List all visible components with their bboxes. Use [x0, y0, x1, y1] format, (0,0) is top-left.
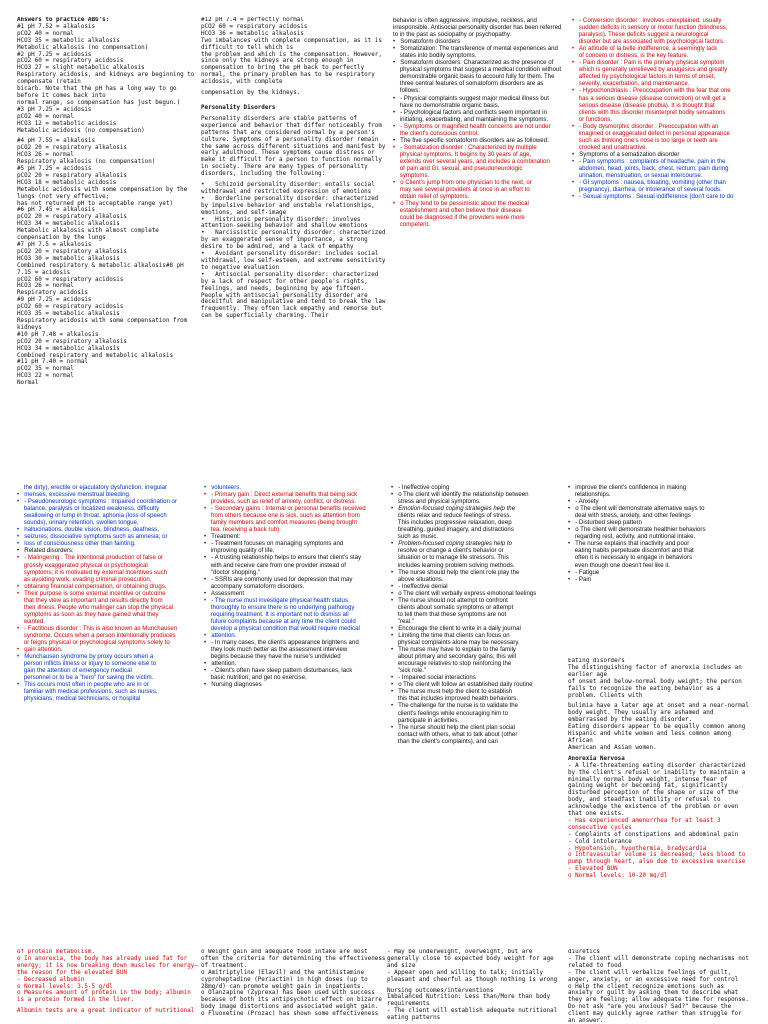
text-line: "doctor shopping." — [204, 568, 261, 576]
text-line: o Normal levels: 3.5-5 g/dl — [17, 983, 113, 990]
text-line: • o They tend to be pessimistic about the medical — [393, 200, 529, 208]
text-line: - Complaints of constipations and abdominal pain — [568, 831, 739, 838]
text-line: Respiratory acidosis with some compensation from kidneys — [17, 317, 191, 331]
text-line: • o Client's jump from one physician to the next, or — [393, 179, 532, 187]
text-line: #11 pH 7.40 = normal — [17, 359, 88, 366]
text-line: • - Factitious disorder : This is also known as Munchausen — [17, 624, 178, 632]
text-line: as avoiding work, evading criminal prosecution, — [17, 575, 152, 583]
text-line: three central features of somatoform disorders are as — [393, 80, 544, 88]
text-line: • - GI symptoms : nausea, bloating, vomiting (other than — [572, 179, 726, 187]
text-line: HCO3 18 = metabolic acidosis — [17, 179, 117, 186]
text-line: • - In many cases, the client's appearance brightens and — [204, 639, 359, 647]
text-line: pCO2 40 = normal — [17, 113, 74, 120]
text-line: obtain relief of symptoms. — [393, 193, 470, 201]
text-line: • - Sexual symptoms : Sexual indifference (don't care to do — [572, 193, 734, 201]
text-line: • Somatoform disorders: Characterized as the presence of — [393, 59, 554, 67]
text-line: Respiratory acidosis, and kidneys are beginning to compensate (retain — [17, 72, 198, 86]
text-line: • - Ineffective coping — [391, 484, 450, 491]
text-line: HCO3 35 = metabolic alkalosis — [17, 311, 120, 318]
text-line: - Elevated BUN — [568, 866, 618, 873]
text-line: • - Somatization disorder : Characterized by multiple — [393, 143, 537, 151]
text-line: - The client will establish adequate nutritional eating patterns — [387, 1008, 561, 1022]
text-line: • Munchausen syndrome by proxy occurs when a — [17, 653, 154, 661]
text-line: HCO3 30 = metabolic alkalosis — [17, 255, 120, 262]
text-line: Answers to practice ABG's: — [17, 17, 110, 23]
text-line: • - Pain — [568, 575, 592, 583]
text-line: contact with others, what to talk about (other — [391, 730, 518, 738]
text-line: physical symptoms that suggest a medical condition without — [393, 66, 562, 74]
text-line: • - Pain disorder : Pain is the primary physical symptom — [572, 59, 725, 67]
text-line: family members and comfort measures (being brought — [204, 519, 358, 527]
text-line: the problem and which is the compensation. However, since only the kidneys are strong enough in compensation to bring the pH back to perfectly normal, the primary problem has to be respiratory acidosis, with complete — [201, 51, 386, 86]
text-line: have no demonstrable organic basis. — [393, 101, 500, 109]
text-line: the client's conscious control. — [393, 129, 479, 137]
text-line: resolve or change a client's behavior or — [391, 547, 504, 555]
text-line: • The nurse should help the client role play the — [391, 568, 520, 576]
text-line: pCO2 20 = respiratory alkalosis — [17, 172, 127, 179]
text-line: "sick role." — [391, 667, 427, 675]
text-line: physical symptoms. It begins by 30 years of age, — [393, 150, 532, 158]
nursing-diagnoses-column — [391, 484, 565, 884]
text-line: o Olanzapine (Zyprexa) has been used with success because of both its antipsychotic effect on bizarre body image distortions and associated weight gain. — [201, 990, 386, 1011]
text-line: pCO2 20 = respiratory alkalosis — [17, 338, 127, 345]
text-line: • improve the client's confidence in making — [568, 484, 687, 491]
text-line: • - Fatigue — [568, 568, 600, 576]
text-line: - Hypotension, hypothermia, bradycardia — [568, 845, 707, 852]
text-line: gain the attention of emergency medical — [17, 667, 132, 675]
text-line: extends over several years, and includes a combination — [393, 157, 550, 165]
text-line: competent. — [393, 221, 430, 229]
text-line: • Somatoform disorders — [393, 38, 461, 46]
abg-answers-column — [17, 17, 200, 417]
text-line: their illness. People who malinger can stop the physical — [17, 603, 174, 611]
text-line: basic nutrition, and get no exercise. — [204, 674, 307, 682]
text-line: symptoms. — [393, 172, 430, 180]
text-line: • obtaining financial compensation, or obtaining drugs. — [17, 582, 167, 590]
text-line: • The nurse explains that inactivity and poor — [568, 540, 690, 548]
text-line: #5 pH 7.25 = acidosis — [17, 166, 92, 173]
text-line: they look much better as the assessment interview — [204, 646, 348, 654]
text-line: • - Ineffective denial — [391, 582, 448, 590]
text-line: which is generally unrelieved by analgesics and greatly — [572, 66, 728, 74]
text-line: normal range, so compensation has just begun.) — [17, 99, 181, 106]
text-line: • Encourage the client to write in a daily journal — [391, 624, 521, 632]
text-line: from others because one is sick, such as attention from — [204, 512, 360, 520]
text-line: clients relax and reduce feelings of stress. — [391, 512, 512, 520]
anorexia-labs-column — [17, 949, 200, 1024]
text-line: • attention. — [204, 631, 237, 639]
text-line: than the client's complaints), and can — [391, 737, 498, 745]
text-line: HCO3 26 = normal — [17, 152, 74, 159]
text-line: client's feelings while encouraging him to — [391, 709, 509, 717]
text-line: of onset and below-normal body weight; the person fails to recognize the eating behavior as a problem. Clients with — [568, 678, 746, 699]
text-line: • Emotion-focused coping strategies help the — [391, 505, 516, 513]
text-line: - The client will verbalize feelings of guilt, anger, anxiety, or an excessive need for control — [568, 969, 739, 983]
text-line: Personality disorders are stable patterns of experience and behavior that differ noticeably from patterns that are considered normal by a person's culture. Symptoms of a personality disorder remain the same across different situations and manifest by early adulthood. These symptoms cause distress or make it difficult for a person to function normally in society. There are many types of personality disorders, including the following: — [201, 115, 386, 178]
text-line: symptoms as soon as they have gained what they — [17, 610, 159, 618]
text-line: Respiratory acidosis — [17, 290, 88, 297]
text-line: • seizures; dissociative symptoms such as amnesia; or — [17, 533, 168, 541]
text-line: grossly exaggerated physical or psychological — [17, 561, 148, 569]
text-line: #1 pH 7.52 = alkalosis — [17, 23, 96, 30]
text-line: improving quality of life. — [204, 547, 275, 555]
text-line: This includes progressive relaxation, deep — [391, 519, 512, 527]
text-line: affected by psychological factors in terms of onset, — [572, 73, 716, 81]
text-line: • - Malingering : The intentional production of false or — [17, 554, 163, 562]
text-line: • - Secondary gains : Internal or personal benefits received — [204, 505, 366, 513]
text-line: • - Treatment focuses on managing symptoms and — [204, 540, 344, 548]
text-line: of protein metabolism. — [17, 949, 96, 955]
text-line: • - A trusting relationship helps to ensure that client's stay — [204, 554, 362, 562]
text-line: physicians, medical technicians, or hospital — [17, 695, 141, 703]
text-line: initiating, exacerbating, and maintaining the symptoms. — [393, 115, 549, 123]
text-line: #2 pH 7.25 = acidosis — [17, 51, 92, 58]
text-line: • The nurse should help the client plan social — [391, 723, 515, 731]
text-line: • The challenge for the nurse is to validate the — [391, 702, 519, 710]
text-line: even though one doesn't feel like it. — [568, 561, 671, 569]
text-line: - Appear open and willing to talk; initially pleasant and cheerful as though nothing is wrong — [387, 969, 558, 983]
text-line: has a serious disease (disease conviction) or will get a — [572, 94, 726, 102]
text-line: above situations. — [391, 575, 444, 583]
text-line: • o The client will identify the relationship between — [391, 491, 529, 499]
text-line: pCO2 60 = respiratory acidosis — [17, 58, 124, 65]
text-line: The distinguishing factor of anorexia includes an earlier age — [568, 664, 746, 678]
text-line: #4 pH 7.55 = alkalosis — [17, 138, 96, 145]
text-line: severity, exacerbation, and maintenance. — [572, 80, 690, 88]
text-line: Metabolic alkalosis (no compensation) — [17, 44, 149, 51]
text-line: • - Symptoms or magnified health concerns are not under — [393, 122, 551, 130]
text-line: - Has experienced amenorrhea for at least 3 consecutive cycles — [568, 817, 725, 831]
text-line: Imbalanced Nutrition: Less than/More than body requirements — [387, 994, 554, 1008]
text-line: pCO2 60 = respiratory acidosis — [17, 276, 124, 283]
text-line: • Their purpose is some external incentive or outcome — [17, 589, 166, 597]
text-line: includes learning problem solving methods. — [391, 561, 515, 569]
text-line: HCO3 27 = slight metabolic alkalosis — [17, 65, 145, 72]
text-line: personnel or to be a "hero" for saving the victim. — [17, 674, 154, 682]
text-line: familiar with medical professions, such as nurses, — [17, 688, 158, 696]
text-line: future complaints because at any time the client could — [204, 617, 356, 625]
eating-disorders-column — [568, 658, 752, 878]
text-line: requiring treatment. It is important not to dismiss all — [204, 610, 349, 618]
text-line: HCO3 34 = metabolic alkalosis — [17, 345, 120, 352]
text-line: person inflicts illness or injury to someone else to — [17, 660, 157, 668]
text-line: o Fluoxetine (Prozac) has shown some effectiveness — [201, 1011, 379, 1018]
coping-mechanisms-column — [568, 949, 752, 1024]
text-line: follows: — [393, 87, 421, 95]
text-line: o Weight gain and adequate food intake are most often the criteria for determining the effectiveness of treatment. — [201, 949, 386, 969]
personality-disorders-column — [201, 17, 387, 417]
conversion-disorder-column — [572, 17, 752, 417]
text-line: "real." — [391, 617, 414, 625]
text-line: #3 pH 7.25 = acidosis — [17, 106, 92, 113]
text-line: • Symptoms of a somatization disorder — [572, 150, 680, 158]
text-line: pCO2 40 = normal — [17, 30, 74, 37]
text-line: balance, paralysis or localized weakness, difficulty — [17, 505, 160, 513]
text-line: o In anorexia, the body has already used fat for energy; it is now breaking down muscles for energy—the reason for the elevated BUN — [17, 955, 198, 976]
text-line: • The five specific somatoform disorders are as followed: — [393, 136, 549, 144]
text-line: establishment and often believe their disease — [393, 207, 522, 215]
text-line: pCO2 20 = respiratory alkalosis — [17, 145, 127, 152]
text-line: the dirty), erectile or ejaculatory dysfunction, irregular — [17, 484, 168, 491]
text-line: HCO3 22 = normal — [17, 373, 74, 380]
text-line: • gain attention. — [17, 646, 63, 654]
text-line: Metabolic acidosis with some compensation by the lungs (not very effective; — [17, 186, 191, 200]
text-line: syndrome. Occurs when a person intentionally produces — [17, 631, 176, 639]
text-line: develop a physical condition that would require medical — [204, 624, 360, 632]
text-line: compensation by the kidneys. — [201, 90, 301, 97]
text-line: participate in activities. — [391, 716, 460, 724]
text-line: • - SSRIs are commonly used for depression that may — [204, 575, 353, 583]
text-line: • o The client will follow an established daily routine — [391, 681, 533, 689]
text-line: imagined or exaggerated defect in personal appearance — [572, 129, 730, 137]
text-line: to tell them that these symptoms are not — [391, 610, 507, 618]
text-line: • - Pseudoneurologic symptoms : Impaired coordination or — [17, 498, 177, 506]
text-line: Eating disorders — [568, 658, 625, 664]
text-line: physical complaints alone may be necessary. — [391, 639, 520, 647]
text-line: Eating disorders appear to be equally common among Hispanic and white women and less common among African — [568, 724, 749, 744]
text-line: #10 pH 7.48 = alkalosis — [17, 331, 99, 338]
text-line: • hallucinations, double vision, blindness, deafness, — [17, 526, 160, 534]
text-line: pCO2 60 = respiratory acidosis — [17, 304, 124, 311]
text-line: • - Anxiety — [568, 498, 599, 506]
somatoform-column — [393, 17, 565, 417]
text-line: o Intravascular volume is decreased; less blood to pump through heart, also due to excessive exercise — [568, 852, 749, 866]
text-line: provides, such as relief of anxiety, conflict, or distress. — [204, 498, 356, 506]
text-line: demonstrable organic basis to account fully for them. The — [393, 73, 555, 81]
text-line: o Help the client recognize emotions such as anxiety or guilt by asking them to describe what they are feeling; allow adequate time for response. Do not ask "are you anxious? Sad?" because the client may quickly agree rather than struggle for an answer. — [568, 983, 749, 1024]
text-line: begins because they have the nurse's undivided — [204, 653, 341, 661]
text-line: pCO2 35 = normal — [17, 366, 74, 373]
text-line: • - Hypochondriasis : Preoccupation with the fear that one — [572, 87, 731, 95]
text-line: • Antisocial personality disorder: characterized by a lack of respect for other people's rights, feelings, and needs, beginning by age fifteen. People with antisocial personality disorder are deceitful and manipulative and tend to break the law frequently. They often lack empathy and remorse but can be superficially charming. Their — [201, 271, 386, 320]
text-line: HCO3 26 = normal — [17, 283, 74, 290]
text-line: o Measures amount of protein in the body; albumin is a protein formed in the liver. — [17, 990, 195, 1004]
text-line: o Normal levels: 10-20 mg/dl — [568, 873, 668, 878]
text-line: Personality Disorders — [201, 104, 276, 111]
text-line: crooked and unattractive. — [572, 143, 648, 151]
text-line: • The nurse must help the client to establish — [391, 688, 513, 696]
text-line: or functions. — [572, 115, 612, 123]
text-line: o Amitriptyline (Elavil) and the antihistamine cyproheptadine (Periactin) in high doses (up to 28mg/d) can promote weight gain in inpatients. — [201, 969, 372, 990]
text-line: • loss of consciousness other than fainting. — [17, 540, 136, 548]
text-line: often it is necessary to engage in behaviors — [568, 554, 692, 562]
text-line: • - Body dysmorphic disorder : Preoccupation with an — [572, 122, 719, 130]
text-line: • - Disturbed sleep pattern — [568, 519, 642, 527]
related-disorders-column — [17, 484, 200, 884]
text-line: diuretics — [568, 949, 600, 955]
treatment-assessment-column — [204, 484, 386, 884]
text-line: • This occurs most often in people who are in or — [17, 681, 149, 689]
text-line: this that includes improved health behaviors. — [391, 695, 519, 703]
text-line: • Limiting the time that clients can focus on — [391, 631, 510, 639]
text-line: HCO3 34 = metabolic alkalosis — [17, 221, 120, 228]
text-line: • - Pain symptoms : complaints of headache, pain in the — [572, 157, 726, 165]
text-line: • - Primary gain : Direct external benefits that being sick — [204, 491, 358, 499]
text-line: tea, receiving a back rub). — [204, 526, 281, 534]
text-line: deal with stress, anxiety, and other feelings — [568, 512, 691, 520]
text-line: HCO3 36 = metabolic alkalosis — [201, 30, 304, 37]
text-line: encourage relatives to stop reinforcing the — [391, 660, 512, 668]
text-line: paralysis). These deficits suggest a neurological — [572, 31, 709, 39]
text-line: • attention. — [204, 660, 237, 668]
text-line: may see several providers at once in an effort to — [393, 186, 530, 194]
text-line: American and Asian women. — [568, 744, 657, 751]
text-line: behavior is often aggressive, impulsive, reckless, and irresponsible. Antisocial personality disorder has been referred to in the past as sociopathy or psychopathy. — [393, 17, 564, 39]
medications-column — [201, 949, 387, 1024]
text-line: #7 pH 7.5 = alkalosis — [17, 242, 92, 248]
text-line: with and receive care from one provider instead of — [204, 561, 346, 569]
text-line: • volunteers. — [204, 484, 242, 491]
text-line: of pain and GI, sexual, and pseudoneurologic — [393, 164, 523, 172]
text-line: symptoms; it is motivated by external incentives such — [17, 568, 168, 576]
text-line: • - The nurse must investigate physical health status — [204, 596, 348, 604]
text-line: • o The client will demonstrate alternative ways to — [568, 505, 705, 513]
text-line: • Related disorders: — [17, 547, 74, 555]
text-line: Anorexia Nervosa — [568, 755, 625, 762]
text-line: • o The client will demonstrate healthier behaviors — [568, 526, 706, 534]
text-line: • Borderline personality disorder: characterized by impulsive behavior and unstable relationships, emotions, and self-image — [201, 195, 382, 216]
text-line: • Assessment — [204, 589, 245, 597]
text-line: disorder but are associated with psychological factors. — [572, 38, 725, 46]
text-line: such as thinking one's nose is too large or teeth are — [572, 136, 718, 144]
text-line: Metabolic alkalosis with almost complete compensation by the lungs — [17, 228, 163, 242]
text-line: • - Physical complaints suggest major medical illness but — [393, 94, 549, 102]
text-line: pregnancy), diarrhea, or intolerance of several foods. — [572, 186, 722, 194]
text-line: #9 pH 7.25 = acidosis — [17, 297, 92, 304]
text-line: relationships. — [568, 491, 611, 499]
text-line: of concern or distress, is the key feature. — [572, 52, 689, 60]
text-line: HCO3 12 = metabolic acidosis — [17, 120, 117, 127]
text-line: #12 pH 7.4 = perfectly normal — [201, 17, 304, 23]
text-line: serious disease (disease phobia). It is thought that — [572, 101, 715, 109]
text-line: swallowing or lump in throat, aphonia (loss of speech — [17, 512, 167, 520]
text-line: could be diagnosed if the providers were more — [393, 214, 525, 222]
text-line: bicarb. Note that the pH has a long way to go before it comes back into — [17, 86, 181, 99]
text-line: situation or to manage life stressors. This — [391, 554, 509, 562]
text-line: clients about somatic symptoms or attempt — [391, 603, 514, 611]
coping-interventions-column — [568, 484, 752, 604]
text-line: has not returned pH to acceptable range yet) — [17, 200, 174, 207]
text-line: Respiratory alkalosis (no compensation) — [17, 159, 156, 166]
text-line: abdomen, head, joints, back, chest, rectum; pain during — [572, 164, 729, 172]
text-line: Normal — [17, 380, 39, 387]
text-line: • The nurse may have to explain to the family — [391, 646, 516, 654]
text-line: pCO2 60 = respiratory acidosis — [201, 23, 308, 30]
text-line: bulimia have a later age at onset and a near-normal body weight. They usually are ashamed and embarrassed by the eating disorder. — [568, 703, 749, 724]
text-line: about primary and secondary gains; this will — [391, 653, 516, 661]
text-line: • Histrionic personality disorder: involves attention-seeking behavior and shallow emotions — [201, 216, 368, 230]
text-line: Albumin tests are a great indicator of nutritional — [17, 1008, 195, 1015]
text-line: • The nurse should not attempt to confront — [391, 596, 508, 604]
text-line: such as music. — [391, 533, 439, 541]
text-line: eating habits perpetuate discomfort and that — [568, 547, 694, 555]
text-line: sounds), urinary retention, swollen tongue, — [17, 519, 139, 527]
text-line: - May be underweight, overweight, but are generally close to expected body weight for age and size — [387, 949, 558, 969]
text-line: • Problem-focused coping strategies help to — [391, 540, 513, 548]
text-line: #6 pH 7.45 = alkalosis — [17, 207, 96, 214]
text-line: - Cold intolerance — [568, 838, 632, 845]
text-line: - Decreased albumin — [17, 976, 85, 983]
text-line: regarding rest, activity, and nutritional intake. — [568, 533, 696, 541]
text-line: - A life-threatening eating disorder characterized by the client's refusal or inability to maintain a minimally normal body weight, intense fear of gaining weight or becoming fat, significantly disturbed perception of the shape or size of the body, and steadfast inability or refusal to acknowledge the existence of the problem or even that one exists. — [568, 762, 749, 818]
text-line: thoroughly to ensure there is no underlying pathology — [204, 603, 355, 611]
text-line: HCO3 35 = metabolic alkalosis — [17, 37, 120, 44]
text-line: • Avoidant personality disorder: includes social withdrawal, low self-esteem, and extreme sensitivity to negative evaluation — [201, 251, 386, 271]
text-line: wanted. — [17, 617, 46, 625]
text-line: • o The client will verbally express emotional feelings — [391, 589, 537, 597]
text-line: sudden deficits in sensory or motor function (blindness, — [572, 24, 728, 32]
text-line: Two imbalances with complete compensation, as it is difficult to tell which is — [201, 37, 386, 51]
text-line: • Treatment: — [204, 533, 241, 541]
text-line: • Nursing diagnoses — [204, 681, 262, 689]
text-line: stress and physical symptoms. — [391, 498, 481, 506]
text-line: • - Impaired social interactions — [391, 674, 476, 682]
text-line: breathing, guided imagery, and distractions — [391, 526, 514, 534]
text-line: or feigns physical or psychological symptoms solely to — [17, 639, 170, 647]
text-line: accompany somatoform disorders. — [204, 582, 305, 590]
text-line: • Somatization: The transference of mental experiences and — [393, 45, 558, 53]
text-line: • An attitude of la belle indifference, a seemingly lack — [572, 45, 718, 53]
text-line: that they view as important and results directly from — [17, 596, 163, 604]
text-line: - The client will demonstrate coping mechanisms not related to food — [568, 955, 749, 969]
text-line: pCO2 20 = respiratory alkalosis — [17, 214, 127, 221]
text-line: • - Psychological factors and conflicts seem important in — [393, 108, 547, 116]
text-line: • Schizoid personality disorder: entails social withdrawal and restricted expression of emotions — [201, 182, 379, 195]
text-line: states into bodily symptoms. — [393, 52, 477, 60]
text-line: Combined respiratory & metabolic alkalosis#8 pH 7.15 = acidosis — [17, 262, 188, 276]
text-line: • Narcissistic personality disorder: characterized by an exaggerated sense of importance, a strong desire to be admired, and a lack of empathy — [201, 230, 386, 251]
text-line: pCO2 20 = respiratory alkalosis — [17, 248, 127, 255]
text-line: urination, menstruation, or sexual intercourse. — [572, 172, 703, 180]
text-line: Nursing outcomes/interventions — [387, 987, 494, 994]
text-line: • menses, excessive menstrual bleeding. — [17, 491, 131, 499]
text-line: • - Conversion disorder : involves unexplained, usually — [572, 17, 722, 24]
bulimia-outcomes-column — [387, 949, 565, 1024]
text-line: • - Client's often have sleep pattern disturbances, lack — [204, 667, 353, 675]
text-line: Combined respiratory and metabolic alkalosis — [17, 352, 174, 359]
text-line: Metabolic acidosis (no compensation) — [17, 127, 145, 134]
text-line: clients with this disorder misinterpret bodily sensations — [572, 108, 726, 116]
